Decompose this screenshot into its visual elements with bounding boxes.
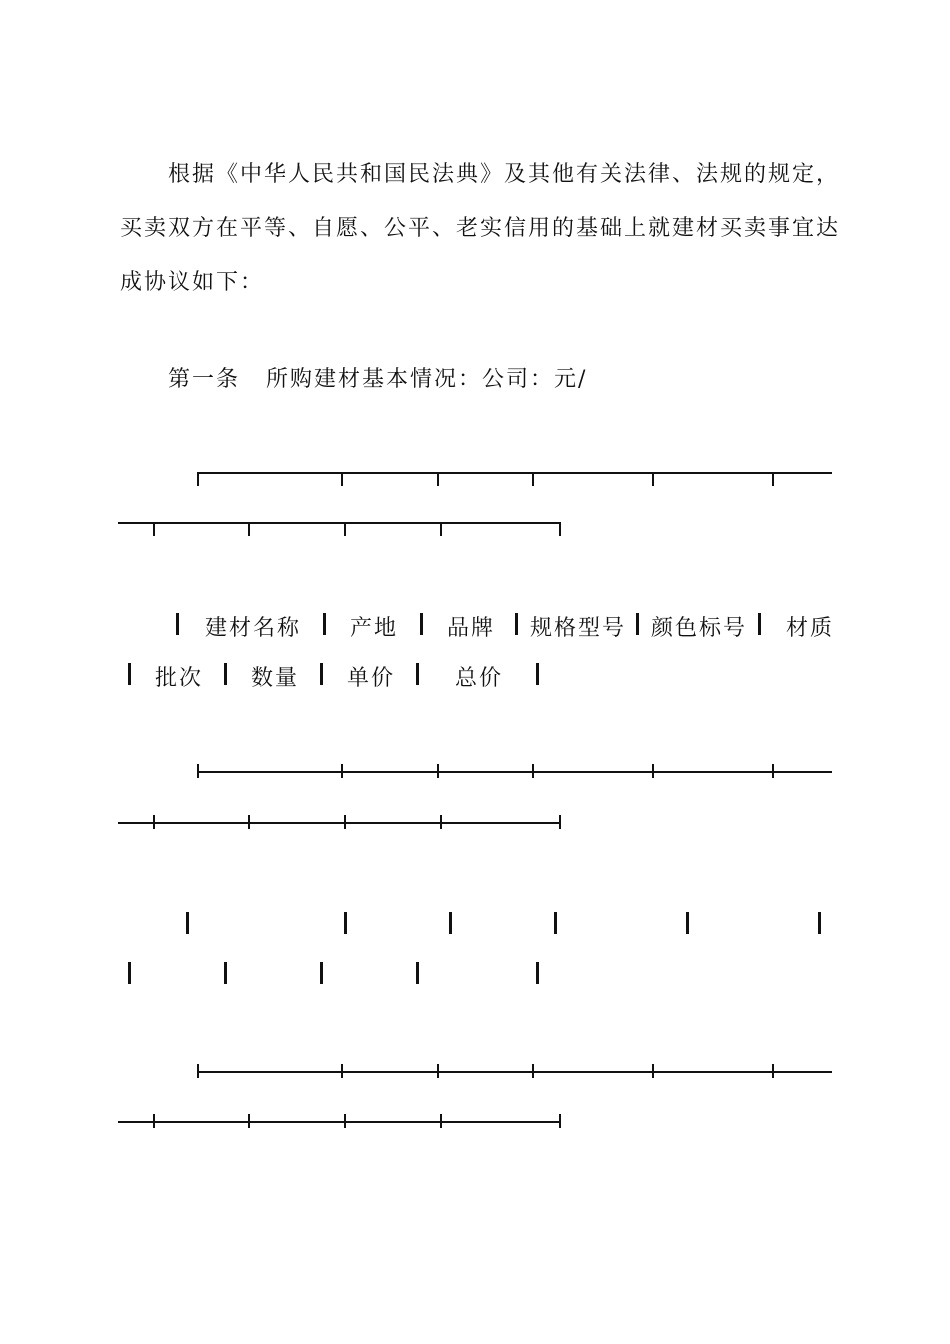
border-tick xyxy=(344,522,346,536)
border-tick xyxy=(652,472,654,486)
border-tick xyxy=(772,1064,774,1078)
article-1-number: 第一条 xyxy=(168,367,241,392)
border-tick xyxy=(344,1114,346,1128)
cell-separator xyxy=(344,912,347,934)
cell-separator xyxy=(554,912,557,934)
article-1 xyxy=(168,362,587,393)
cell-separator xyxy=(536,663,539,685)
border-tick xyxy=(197,472,199,486)
border-tick xyxy=(772,764,774,778)
border-tick xyxy=(437,472,439,486)
border-tick xyxy=(532,764,534,778)
border-line xyxy=(198,771,832,773)
cell-separator xyxy=(818,912,821,934)
header-cell: 颜色标号 xyxy=(651,616,748,641)
header-cell: 批次 xyxy=(155,666,204,691)
border-tick xyxy=(341,1064,343,1078)
cell-separator xyxy=(186,912,189,934)
border-line xyxy=(198,472,832,474)
border-line xyxy=(118,822,561,824)
border-tick xyxy=(341,472,343,486)
border-tick xyxy=(559,815,561,829)
border-tick xyxy=(248,815,250,829)
cell-separator xyxy=(686,912,689,934)
border-tick xyxy=(559,522,561,536)
border-line xyxy=(198,1071,832,1073)
header-cell: 产地 xyxy=(350,616,399,641)
header-cell: 材质 xyxy=(786,616,835,641)
cell-separator xyxy=(323,613,326,635)
article-1-text: 所购建材基本情况：公司：元/ xyxy=(266,367,588,392)
cell-separator xyxy=(320,962,323,984)
cell-separator xyxy=(449,912,452,934)
border-tick xyxy=(197,764,199,778)
border-tick xyxy=(559,1114,561,1128)
cell-separator xyxy=(416,962,419,984)
border-tick xyxy=(440,1114,442,1128)
header-cell: 品牌 xyxy=(447,616,496,641)
cell-separator xyxy=(420,613,423,635)
header-cell: 规格型号 xyxy=(530,616,627,641)
intro-paragraph: 根据《中华人民共和国民法典》及其他有关法律、法规的规定，买卖双方在平等、自愿、公平、老实信用的基础上就建材买卖事宜达成协议如下： xyxy=(120,162,841,295)
border-tick xyxy=(248,1114,250,1128)
border-line xyxy=(118,1121,561,1123)
border-tick xyxy=(440,522,442,536)
border-tick xyxy=(344,815,346,829)
cell-separator xyxy=(128,663,131,685)
cell-separator xyxy=(320,663,323,685)
border-tick xyxy=(652,1064,654,1078)
border-tick xyxy=(197,1064,199,1078)
cell-separator xyxy=(224,962,227,984)
border-tick xyxy=(153,815,155,829)
border-tick xyxy=(153,522,155,536)
cell-separator xyxy=(416,663,419,685)
cell-separator xyxy=(636,613,639,635)
border-tick xyxy=(248,522,250,536)
header-cell: 建材名称 xyxy=(205,616,302,641)
cell-separator xyxy=(224,663,227,685)
border-tick xyxy=(652,764,654,778)
header-cell: 总价 xyxy=(455,666,504,691)
cell-separator xyxy=(176,613,179,635)
border-tick xyxy=(440,815,442,829)
border-tick xyxy=(532,1064,534,1078)
header-cell: 单价 xyxy=(347,666,396,691)
cell-separator xyxy=(128,962,131,984)
border-tick xyxy=(772,472,774,486)
border-tick xyxy=(437,764,439,778)
cell-separator xyxy=(515,613,518,635)
border-tick xyxy=(532,472,534,486)
cell-separator xyxy=(758,613,761,635)
border-tick xyxy=(341,764,343,778)
header-cell: 数量 xyxy=(251,666,300,691)
border-tick xyxy=(437,1064,439,1078)
border-line xyxy=(118,522,561,524)
cell-separator xyxy=(536,962,539,984)
border-tick xyxy=(153,1114,155,1128)
